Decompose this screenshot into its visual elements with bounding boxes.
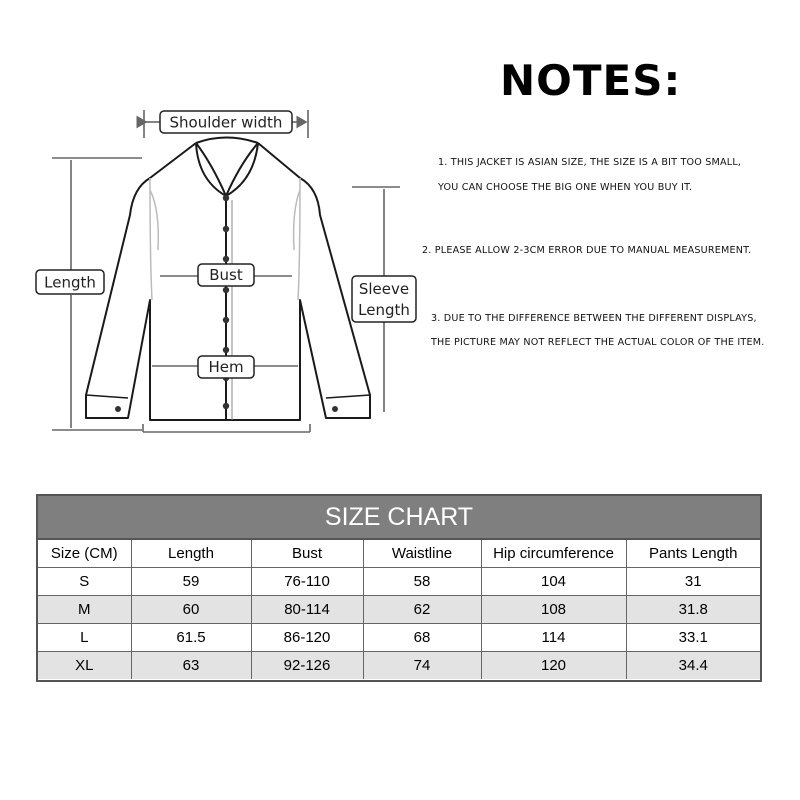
table-cell: 108 bbox=[481, 596, 626, 624]
note-3-line-2: THE PICTURE MAY NOT REFLECT THE ACTUAL COLOR OF THE ITEM. bbox=[431, 337, 765, 348]
column-header: Hip circumference bbox=[481, 540, 626, 568]
svg-text:Sleeve: Sleeve bbox=[358, 280, 410, 298]
bust-label bbox=[198, 264, 254, 286]
table-row bbox=[38, 624, 760, 652]
table-cell: 31 bbox=[626, 568, 760, 596]
size-chart bbox=[36, 494, 762, 682]
table-cell: 76-110 bbox=[251, 568, 363, 596]
column-header: Pants Length bbox=[626, 540, 760, 568]
table-cell: 86-120 bbox=[251, 624, 363, 652]
jacket-measurement-diagram bbox=[0, 0, 420, 440]
size-chart-title: SIZE CHART bbox=[38, 496, 760, 540]
table-cell: 68 bbox=[363, 624, 481, 652]
table-cell: 114 bbox=[481, 624, 626, 652]
table-cell: 104 bbox=[481, 568, 626, 596]
svg-text:Bust: Bust bbox=[209, 266, 243, 284]
note-1-line-2: YOU CAN CHOOSE THE BIG ONE WHEN YOU BUY IT. bbox=[438, 182, 693, 193]
note-3-line-1: 3. DUE TO THE DIFFERENCE BETWEEN THE DIFFERENT DISPLAYS, bbox=[431, 313, 757, 324]
table-cell: L bbox=[38, 624, 131, 652]
shoulder-width-label bbox=[160, 111, 292, 133]
notes-title: NOTES: bbox=[500, 56, 682, 105]
note-2: 2. PLEASE ALLOW 2-3CM ERROR DUE TO MANUAL MEASUREMENT. bbox=[422, 245, 752, 256]
hem-label bbox=[198, 356, 254, 378]
svg-text:Hem: Hem bbox=[208, 358, 244, 376]
table-cell: 63 bbox=[131, 652, 251, 680]
table-row bbox=[38, 596, 760, 624]
sleeve-length-label bbox=[352, 276, 416, 322]
table-cell: 31.8 bbox=[626, 596, 760, 624]
svg-text:Shoulder width: Shoulder width bbox=[169, 113, 283, 132]
table-cell: M bbox=[38, 596, 131, 624]
table-cell: 34.4 bbox=[626, 652, 760, 680]
table-cell: 33.1 bbox=[626, 624, 760, 652]
table-cell: 120 bbox=[481, 652, 626, 680]
size-table bbox=[38, 540, 760, 679]
table-cell: XL bbox=[38, 652, 131, 680]
length-label bbox=[36, 270, 104, 294]
svg-text:Length: Length bbox=[358, 301, 410, 319]
table-cell: 59 bbox=[131, 568, 251, 596]
svg-text:Length: Length bbox=[44, 273, 96, 292]
column-header: Size (CM) bbox=[38, 540, 131, 568]
column-header: Bust bbox=[251, 540, 363, 568]
table-row bbox=[38, 652, 760, 680]
table-cell: 92-126 bbox=[251, 652, 363, 680]
table-cell: 58 bbox=[363, 568, 481, 596]
table-cell: S bbox=[38, 568, 131, 596]
table-cell: 80-114 bbox=[251, 596, 363, 624]
table-cell: 62 bbox=[363, 596, 481, 624]
table-row bbox=[38, 568, 760, 596]
table-header-row bbox=[38, 540, 760, 568]
table-cell: 60 bbox=[131, 596, 251, 624]
column-header: Length bbox=[131, 540, 251, 568]
note-1-line-1: 1. THIS JACKET IS ASIAN SIZE, THE SIZE IS A BIT TOO SMALL, bbox=[438, 157, 742, 168]
table-cell: 74 bbox=[363, 652, 481, 680]
table-cell: 61.5 bbox=[131, 624, 251, 652]
column-header: Waistline bbox=[363, 540, 481, 568]
